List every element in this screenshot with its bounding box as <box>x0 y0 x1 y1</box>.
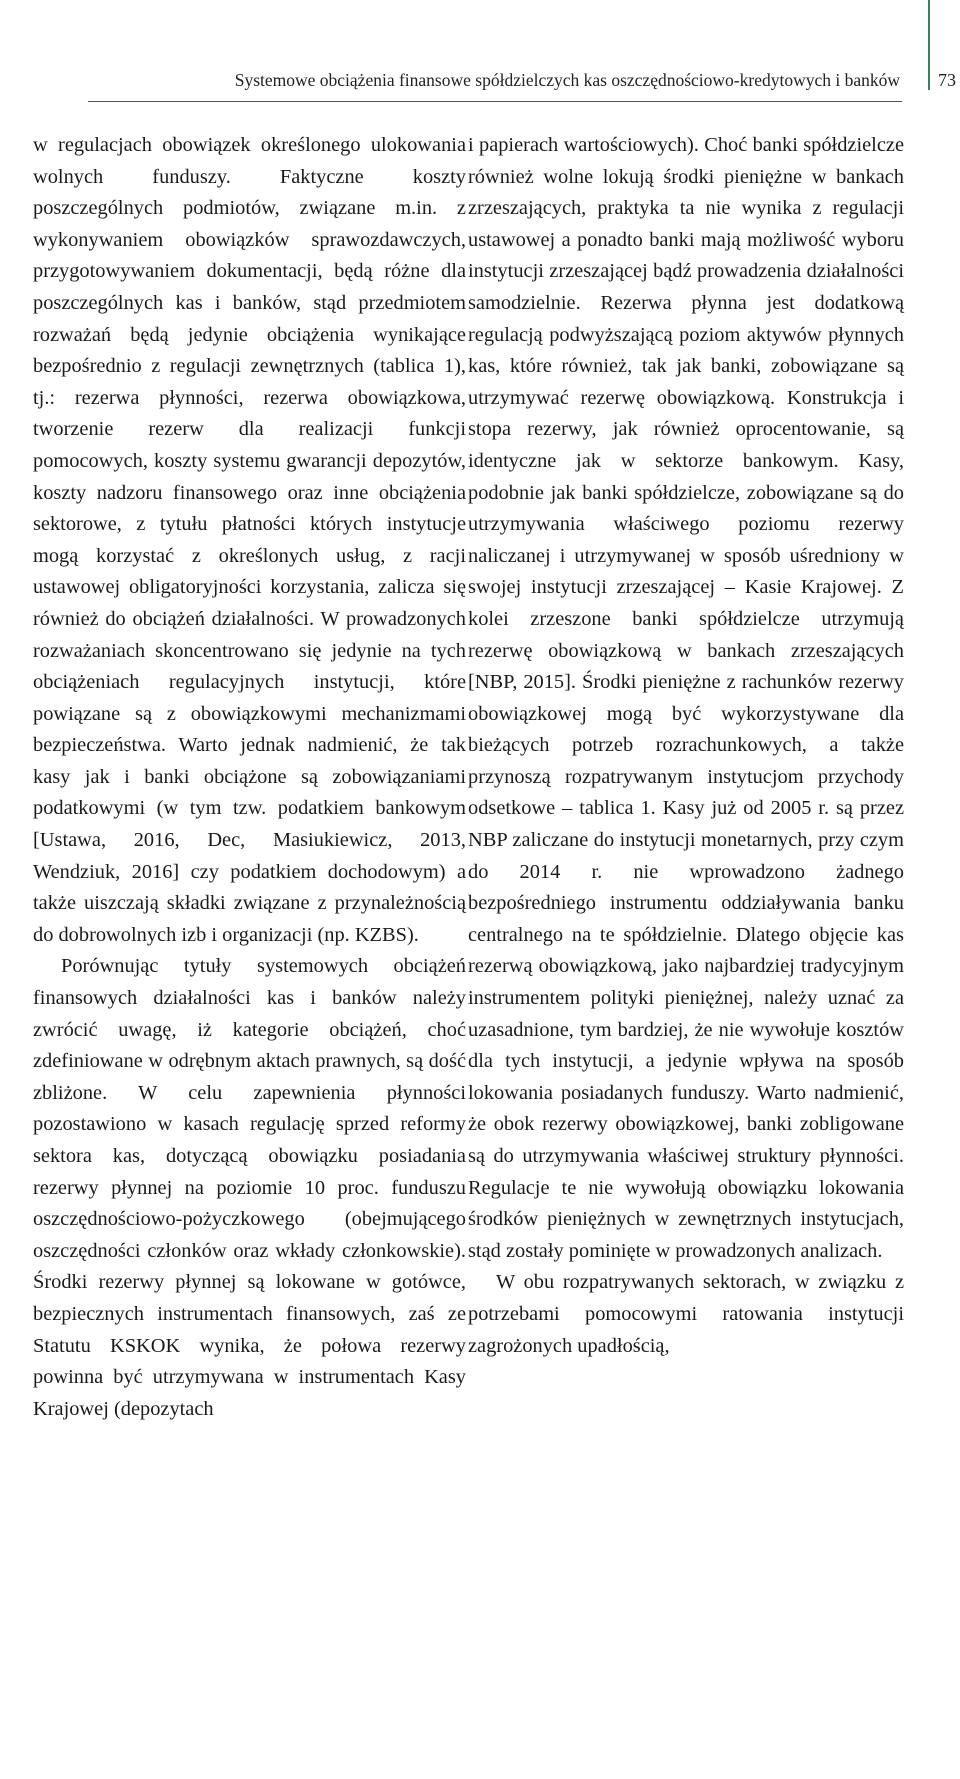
margin-accent-rule <box>928 0 930 90</box>
right-column <box>468 130 904 1362</box>
paragraph: w regulacjach obowiązek określonego ulokowania wolnych funduszy. Faktyczne koszty poszczególnych podmiotów, związane m.in. z wykonywaniem obowiązków sprawozdawczych, przygotowywaniem dokumentacji, będą różne dla poszczególnych kas i banków, stąd przedmiotem rozważań będą jedynie obciążenia wynikające bezpośrednio z regulacji zewnętrznych (tablica 1), tj.: rezerwa płynności, rezerwa obowiązkowa, tworzenie rezerw dla realizacji funkcji pomocowych, koszty systemu gwarancji depozytów, koszty nadzoru finansowego oraz inne obciążenia sektorowe, z tytułu płatności których instytucje mogą korzystać z określonych usług, z racji ustawowej obligatoryjności korzystania, zalicza się również do obciążeń działalności. W prowadzonych rozważaniach skoncentrowano się jedynie na tych obciążeniach regulacyjnych instytucji, które powiązane są z obowiązkowymi mechanizmami bezpieczeństwa. Warto jednak nadmienić, że tak kasy jak i banki obciążone są zobowiązaniami podatkowymi (w tym tzw. podatkiem bankowym [Ustawa, 2016, Dec, Masiukiewicz, 2013, Wendziuk, 2016] czy podatkiem dochodowym) a także uiszczają składki związane z przynależnością do dobrowolnych izb i organizacji (np. KZBS). <box>33 134 466 946</box>
paragraph: W obu rozpatrywanych sektorach, w związku z potrzebami pomocowymi ratowania instytucji zagrożonych upadłością, <box>468 1271 904 1357</box>
paragraph: i papierach wartościowych). Choć banki spółdzielcze również wolne lokują środki pieniężne w bankach zrzeszających, praktyka ta nie wynika z regulacji ustawowej a ponadto banki mają możliwość wyboru instytucji zrzeszającej bądź prowadzenia działalności samodzielnie. Rezerwa płynna jest dodatkową regulacją podwyższającą poziom aktywów płynnych kas, które również, tak jak banki, zobowiązane są utrzymywać rezerwę obowiązkową. Konstrukcja i stopa rezerwy, jak również oprocentowanie, są identyczne jak w sektorze bankowym. Kasy, podobnie jak banki spółdzielcze, zobowiązane są do utrzymywania właściwego poziomu rezerwy naliczanej i utrzymywanej w sposób uśredniony w swojej instytucji zrzeszającej – Kasie Krajowej. Z kolei zrzeszone banki spółdzielcze utrzymują rezerwę obowiązkową w bankach zrzeszających [NBP, 2015]. Środki pieniężne z rachunków rezerwy obowiązkowej mogą być wykorzystywane dla bieżących potrzeb rozrachunkowych, a także przynoszą rozpatrywanym instytucjom przychody odsetkowe – tablica 1. Kasy już od 2005 r. są przez NBP zaliczane do instytucji monetarnych, przy czym do 2014 r. nie wprowadzono żadnego bezpośredniego instrumentu oddziaływania banku centralnego na te spółdzielnie. Dlatego objęcie kas rezerwą obowiązkową, jako najbardziej tradycyjnym instrumentem polityki pieniężnej, należy uznać za uzasadnione, tym bardziej, że nie wywołuje kosztów dla tych instytucji, a jedynie wpływa na sposób lokowania posiadanych funduszy. Warto nadmienić, że obok rezerwy obowiązkowej, banki zobligowane są do utrzymywania właściwej struktury płynności. Regulacje te nie wywołują obowiązku lokowania środków pieniężnych w zewnętrznych instytucjach, stąd zostały pominięte w prowadzonych analizach. <box>468 134 904 1262</box>
left-column <box>33 130 466 1425</box>
header-divider <box>88 101 902 102</box>
page-number: 73 <box>938 70 956 90</box>
paragraph: Porównując tytuły systemowych obciążeń finansowych działalności kas i banków należy zwrócić uwagę, iż kategorie obciążeń, choć zdefiniowane w odrębnym aktach prawnych, są dość zbliżone. W celu zapewnienia płynności pozostawiono w kasach regulację sprzed reformy sektora kas, dotyczącą obowiązku posiadania rezerwy płynnej na poziomie 10 proc. funduszu oszczędnościowo-pożyczkowego (obejmującego oszczędności członków oraz wkłady członkowskie). Środki rezerwy płynnej są lokowane w gotówce, bezpiecznych instrumentach finansowych, zaś ze Statutu KSKOK wynika, że połowa rezerwy powinna być utrzymywana w instrumentach Kasy Krajowej (depozytach <box>33 955 466 1420</box>
running-header-title: Systemowe obciążenia finansowe spółdzielczych kas oszczędnościowo-kredytowych i banków <box>234 70 900 90</box>
